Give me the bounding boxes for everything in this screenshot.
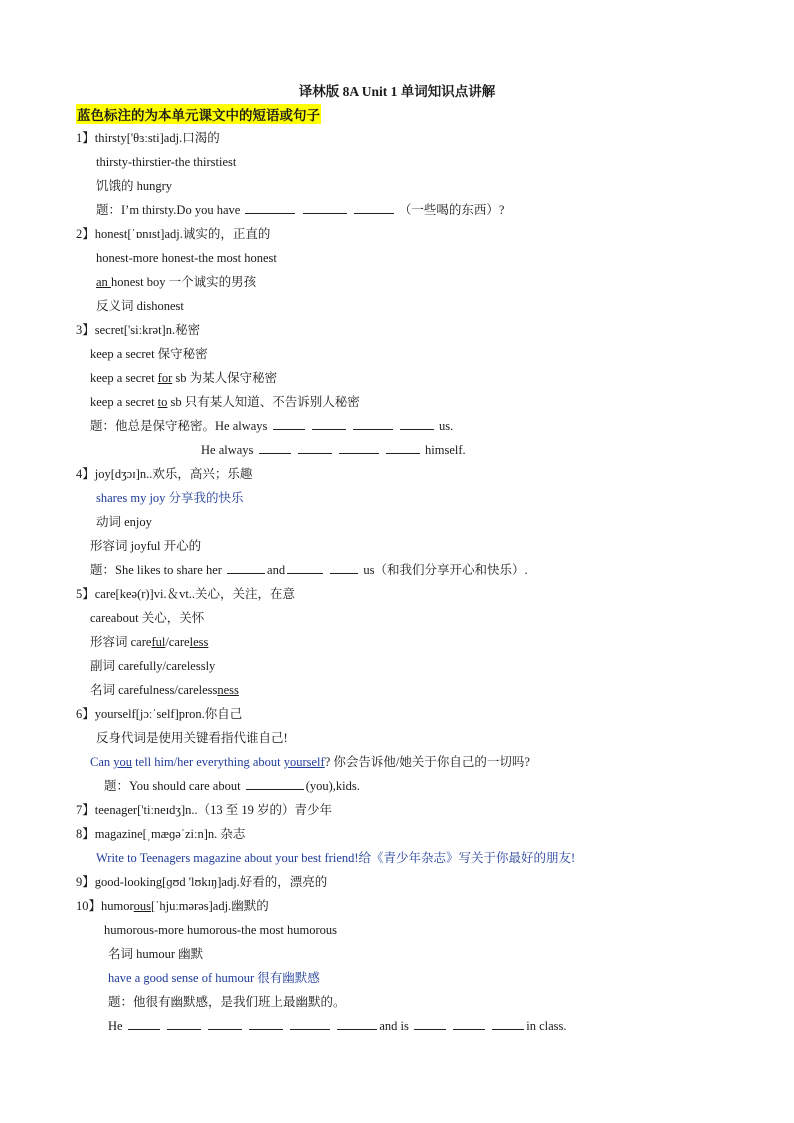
answer-blank [354, 202, 394, 214]
exercise-text: 题：I’m thirsty.Do you have [96, 203, 241, 217]
entry-honest-forms: honest-more honest-the most honest [96, 251, 277, 265]
underlined-word: you [113, 755, 133, 769]
answer-blank [249, 1018, 283, 1030]
answer-blank [353, 418, 393, 430]
answer-blank [259, 442, 291, 454]
entry-care-adverb: 副词 carefully/carelessly [90, 659, 216, 673]
answer-blank [414, 1018, 446, 1030]
exercise-text: 题：She likes to share her [90, 563, 222, 577]
phrase-text: sb 为某人保守秘密 [172, 371, 278, 385]
entry-secret-phrase-3 [90, 394, 360, 410]
entry-joy-adjective: 形容词 joyful 开心的 [90, 539, 202, 553]
entry-care-adjective [90, 634, 208, 650]
underlined-word: for [157, 371, 173, 385]
entry-care-phrase: careabout 关心，关怀 [90, 611, 205, 625]
phrase-text: 名词 carefulness/careless [90, 683, 218, 697]
answer-blank [337, 1018, 377, 1030]
entry-honest-phrase [96, 274, 256, 290]
exercise-text: and [267, 563, 286, 577]
entry-honest-antonym: 反义词 dishonest [96, 299, 184, 313]
exercise-text: 题：You should care about [104, 779, 241, 793]
exercise-text: us. [439, 419, 454, 433]
answer-blank [245, 202, 295, 214]
entry-secret-exercise-1 [90, 418, 453, 434]
entry-humorous-heading [76, 898, 269, 914]
underlined-word: to [157, 395, 168, 409]
underlined-word: an [96, 275, 111, 289]
exercise-text: 题：他总是保守秘密。He always [90, 419, 268, 433]
entry-yourself-heading: 6】yourself[jɔːˈself]pron.你自己 [76, 707, 243, 721]
exercise-text: us（和我们分享开心和快乐）. [363, 563, 528, 577]
entry-thirsty-exercise [96, 202, 504, 218]
exercise-text: in class. [526, 1019, 567, 1033]
entry-good-looking-heading: 9】good-looking[ɡʊd 'lʊkɪŋ]adj.好看的，漂亮的 [76, 875, 328, 889]
entry-care-heading: 5】care[keə(r)]vi.＆vt..关心，关注，在意 [76, 587, 296, 601]
entry-humorous-phrase: have a good sense of humour 很有幽默感 [108, 971, 320, 985]
answer-blank [287, 562, 323, 574]
answer-blank [273, 418, 305, 430]
entry-humorous-exercise [108, 1018, 567, 1034]
heading-text: [ˈhjuːmərəs]adj.幽默的 [151, 899, 269, 913]
phrase-text: sb 只有某人知道、不告诉别人秘密 [167, 395, 360, 409]
exercise-text: （一些喝的东西）? [398, 203, 505, 217]
entry-humorous-forms: humorous-more humorous-the most humorous [104, 923, 337, 937]
answer-blank [400, 418, 434, 430]
underlined-suffix: ness [217, 683, 239, 697]
entry-humorous-exercise-prompt: 题：他很有幽默感，是我们班上最幽默的。 [108, 995, 346, 1009]
exercise-text: He [108, 1019, 123, 1033]
answer-blank [246, 778, 304, 790]
answer-blank [227, 562, 265, 574]
answer-blank [312, 418, 346, 430]
entry-joy-exercise [90, 562, 528, 578]
phrase-text: keep a secret [90, 395, 158, 409]
answer-blank [167, 1018, 201, 1030]
answer-blank [339, 442, 379, 454]
answer-blank [453, 1018, 485, 1030]
entry-magazine-heading: 8】magazine[ˌmæɡəˈziːn]n. 杂志 [76, 827, 246, 841]
sentence-text: tell him/her everything about [132, 755, 284, 769]
sentence-text: ? 你会告诉他/她关于你自己的一切吗? [324, 755, 530, 769]
entry-joy-verb: 动词 enjoy [96, 515, 152, 529]
entry-honest-heading: 2】honest[ˈɒnɪst]adj.诚实的，正直的 [76, 227, 271, 241]
heading-text: 10】humor [76, 899, 134, 913]
underlined-word: yourself [283, 755, 325, 769]
entry-yourself-sentence [90, 754, 530, 770]
sentence-text: Can [90, 755, 114, 769]
answer-blank [330, 562, 358, 574]
entry-yourself-exercise [104, 778, 360, 794]
entry-magazine-sentence: Write to Teenagers magazine about your best friend!给《青少年杂志》写关于你最好的朋友! [96, 851, 576, 865]
underlined-suffix: less [189, 635, 209, 649]
underlined-suffix: ful [151, 635, 166, 649]
entry-secret-heading: 3】secret['siːkrət]n.秘密 [76, 323, 201, 337]
entry-secret-phrase-2 [90, 370, 277, 386]
answer-blank [303, 202, 347, 214]
answer-blank [386, 442, 420, 454]
entry-secret-phrase-1: keep a secret 保守秘密 [90, 347, 208, 361]
answer-blank [290, 1018, 330, 1030]
highlight-note: 蓝色标注的为本单元课文中的短语或句子 [76, 104, 321, 124]
entry-humorous-noun: 名词 humour 幽默 [108, 947, 204, 961]
phrase-text: keep a secret [90, 371, 158, 385]
entry-thirsty-forms: thirsty-thirstier-the thirstiest [96, 155, 237, 169]
page-title: 译林版 8A Unit 1 单词知识点讲解 [298, 84, 496, 99]
entry-joy-heading: 4】joy[dʒɔɪ]n..欢乐，高兴；乐趣 [76, 467, 253, 481]
exercise-text: (you),kids. [305, 779, 360, 793]
exercise-text: and is [379, 1019, 409, 1033]
entry-yourself-note: 反身代词是使用关键看指代谁自己! [96, 731, 288, 745]
entry-care-noun [90, 682, 239, 698]
underlined-suffix: ous [133, 899, 152, 913]
phrase-text: /care [165, 635, 190, 649]
answer-blank [128, 1018, 160, 1030]
phrase-text: 形容词 care [90, 635, 152, 649]
entry-thirsty-heading: 1】thirsty['θɜːsti]adj.口渴的 [76, 131, 220, 145]
exercise-text: He always [201, 443, 254, 457]
answer-blank [492, 1018, 524, 1030]
entry-joy-phrase: shares my joy 分享我的快乐 [96, 491, 244, 505]
entry-thirsty-related: 饥饿的 hungry [96, 179, 173, 193]
exercise-text: himself. [425, 443, 466, 457]
answer-blank [298, 442, 332, 454]
phrase-text: honest boy 一个诚实的男孩 [110, 275, 257, 289]
answer-blank [208, 1018, 242, 1030]
entry-teenager-heading: 7】teenager['tiːneɪdʒ]n..（13 至 19 岁的）青少年 [76, 803, 333, 817]
entry-secret-exercise-2 [201, 442, 466, 458]
